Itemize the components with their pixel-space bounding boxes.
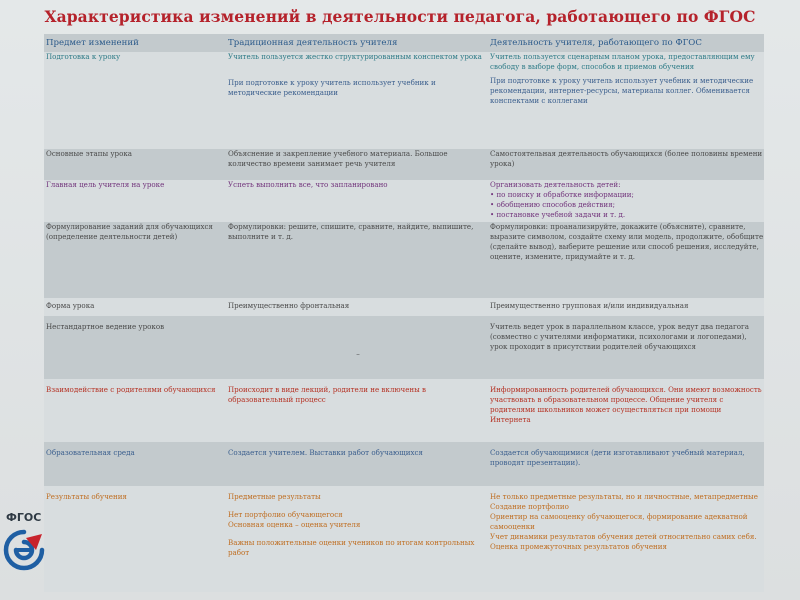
table-row: [44, 316, 764, 379]
row-subject: Основные этапы урока: [46, 149, 133, 158]
fgos-logo-label: ФГОС: [6, 511, 42, 524]
row-subject: Форма урока: [46, 301, 95, 310]
cell-line: Создание портфолио: [490, 502, 569, 512]
cell-line: Важны положительные оценки учеников по итогам контрольных работ: [228, 538, 475, 558]
table-row: [44, 442, 764, 486]
row-fgos: Создается обучающимися (дети изготавливают учебный материал, проводят презентации).: [490, 448, 745, 468]
row-traditional: [226, 486, 488, 592]
row-subject: Подготовка к уроку: [46, 52, 121, 61]
column-header-traditional: Традиционная деятельность учителя: [228, 38, 398, 48]
table-row: [44, 298, 764, 316]
row-fgos: [488, 486, 764, 592]
cell-line: Ориентир на самооценку обучающегося, формирование адекватной самооценки: [490, 512, 748, 532]
row-traditional: Объяснение и закрепление учебного материала. Большое количество времени занимает речь учителя: [228, 149, 448, 169]
table-row: [44, 149, 764, 180]
row-subject: Нестандартное ведение уроков: [46, 322, 165, 331]
column-header-fgos: Деятельность учителя, работающего по ФГОС: [490, 38, 702, 48]
row-fgos: Формулировки: проанализируйте, докажите (объясните), сравните, выразите символом, создайте схему или модель, продолжите, обобщите (сделайте вывод), выберите решение или способ решения, исследуйте, оцените, измените, придумайте и т. д.: [490, 222, 764, 262]
column-header-subject: Предмет изменений: [46, 38, 139, 48]
cell-line: • обобщению способов действия;: [490, 200, 615, 210]
cell-line: Предметные результаты: [228, 492, 321, 501]
row-fgos: Учитель ведет урок в параллельном классе, урок ведут два педагога (совместно с учителями информатики, психологами и логопедами), урок проходит в присутствии родителей обучающихся: [490, 322, 749, 352]
cell-line: • постановке учебной задачи и т. д.: [490, 210, 626, 220]
cell-line: Организовать деятельность детей:: [490, 180, 621, 189]
row-traditional: [226, 52, 488, 149]
row-subject: Взаимодействие с родителями обучающихся: [46, 385, 216, 394]
cell-line: Учитель пользуется жестко структурированным конспектом урока: [228, 52, 482, 61]
row-traditional: Создается учителем. Выставки работ обучающихся: [228, 448, 423, 457]
cell-line: Учет динамики результатов обучения детей относительно самих себя. Оценка промежуточных результатов обучения: [490, 532, 757, 552]
table-row: [44, 180, 764, 222]
cell-line: Нет портфолио обучающегося: [228, 510, 343, 520]
row-fgos: [488, 180, 764, 222]
table-row: [44, 379, 764, 442]
cell-line: При подготовке к уроку учитель использует учебник и методические рекомендации: [228, 78, 436, 98]
table-header-row: [44, 34, 764, 52]
table-row: [44, 52, 764, 149]
row-fgos: Информированность родителей обучающихся. Они имеют возможность участвовать в образовательном процессе. Общение учителя с родителями школьников может осуществляться при помощи Интернета: [490, 385, 762, 425]
page-title: Характеристика изменений в деятельности педагога, работающего по ФГОС: [44, 7, 756, 26]
cell-line: Основная оценка – оценка учителя: [228, 520, 361, 530]
row-traditional: Успеть выполнить все, что запланировано: [228, 180, 388, 189]
table-row: [44, 486, 764, 592]
cell-line: При подготовке к уроку учитель использует учебник и методические рекомендации, интернет-ресурсы, материалы коллег. Обменивается конспектами с коллегами: [490, 76, 754, 106]
row-subject: Образовательная среда: [46, 448, 135, 457]
comparison-table: [44, 34, 764, 592]
row-traditional: Формулировки: решите, спишите, сравните, найдите, выпишите, выполните и т. д.: [228, 222, 474, 242]
cell-line: • по поиску и обработке информации;: [490, 190, 634, 200]
fgos-logo-icon: [2, 512, 46, 598]
table-row: [44, 222, 764, 298]
row-fgos: Самостоятельная деятельность обучающихся (более половины времени урока): [490, 149, 763, 169]
row-traditional: –: [356, 349, 360, 359]
row-traditional: Преимущественно фронтальная: [228, 301, 350, 310]
row-subject: Формулирование заданий для обучающихся (определение деятельности детей): [46, 222, 213, 242]
cell-line: Не только предметные результаты, но и личностные, метапредметные: [490, 492, 758, 501]
row-subject: Главная цель учителя на уроке: [46, 180, 165, 189]
row-fgos: [488, 52, 764, 149]
row-subject: Результаты обучения: [46, 492, 127, 501]
cell-line: Учитель пользуется сценарным планом урока, предоставляющим ему свободу в выборе форм, способов и приемов обучения: [490, 52, 755, 72]
row-traditional: Происходит в виде лекций, родители не включены в образовательный процесс: [228, 385, 427, 405]
row-fgos: Преимущественно групповая и/или индивидуальная: [490, 301, 689, 310]
